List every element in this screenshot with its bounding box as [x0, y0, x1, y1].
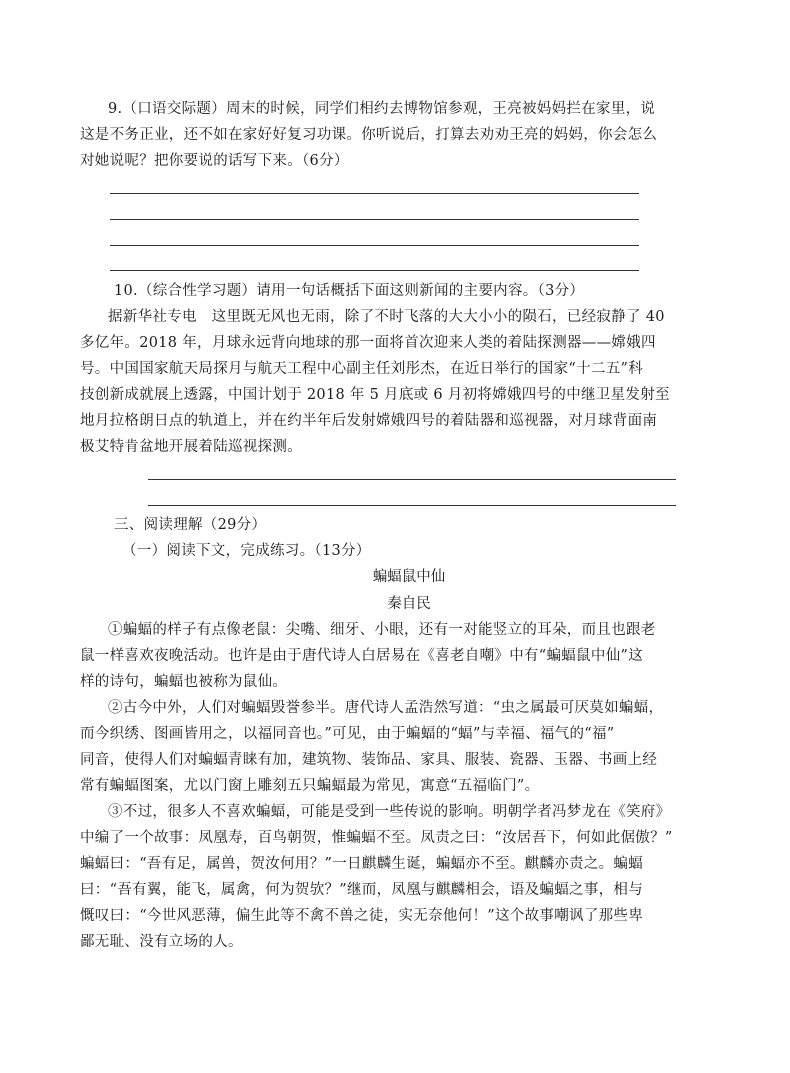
q10-news-line-3: 号。中国国家航天局探月与航天工程中心副主任刘彤杰，在近日举行的国家“十二五”科 [80, 361, 644, 377]
article-line-4: ②古今中外，人们对蝙蝠毁誉参半。唐代诗人孟浩然写道：“虫之属最可厌莫如蝙蝠， [108, 700, 664, 716]
article-author: 秦自民 [387, 596, 431, 612]
q10-answer-line-1[interactable] [148, 479, 676, 480]
q10-news-line-4: 技创新成就展上透露，中国计划于 2018 年 5 月底或 6 月初将嫦娥四号的中继卫星发射至 [80, 387, 670, 403]
article-line-6: 同音，使得人们对蝙蝠青睐有加，建筑物、装饰品、家具、服装、瓷器、玉器、书画上经 [80, 752, 658, 768]
article-title: 蝙蝠鼠中仙 [372, 569, 446, 585]
q10-answer-line-2[interactable] [148, 505, 676, 506]
article-line-10: 蝙蝠曰：“吾有足，属兽，贺汝何用？”一日麒麟生诞，蝙蝠亦不至。麒麟亦责之。蝙蝠 [80, 856, 644, 872]
q9-answer-line-4[interactable] [110, 270, 639, 271]
q10-news-line-5: 地月拉格朗日点的轨道上，并在约半年后发射嫦娥四号的着陆器和巡视器，对月球背面南 [80, 413, 658, 429]
q9-answer-line-1[interactable] [110, 193, 639, 194]
q10-news-line-2: 多亿年。2018 年，月球永远背向地球的那一面将首次迎来人类的着陆探测器——嫦娥四 [80, 335, 656, 351]
q9-line-1: 9.（口语交际题）周末的时候，同学们相约去博物馆参观，王亮被妈妈拦在家里，说 [108, 101, 656, 117]
q9-answer-line-3[interactable] [110, 245, 639, 246]
section3-subheading: （一）阅读下文，完成练习。（13分） [122, 543, 371, 559]
q9-line-3: 对她说呢？把你要说的话写下来。（6分） [80, 153, 349, 169]
q9-answer-line-2[interactable] [110, 219, 639, 220]
article-line-8: ③不过，很多人不喜欢蝙蝠，可能是受到一些传说的影响。明朝学者冯梦龙在《笑府》 [108, 804, 671, 820]
article-line-13: 鄙无耻、没有立场的人。 [80, 934, 243, 950]
q10-news-line-1: 据新华社专电 这里既无风也无雨，除了不时飞落的大大小小的陨石，已经寂静了 40 [108, 309, 665, 325]
article-line-5: 而今织绣、图画皆用之，以福同音也。”可见，由于蝙蝠的“蝠”与幸福、福气的“福” [80, 726, 615, 742]
article-line-12: 慨叹曰：“今世风恶薄，偏生此等不禽不兽之徒，实无奈他何！”这个故事嘲讽了那些卑 [80, 908, 644, 924]
article-line-11: 曰：“吾有翼，能飞，属禽，何为贺欤？”继而，凤凰与麒麟相会，语及蝙蝠之事，相与 [80, 882, 644, 898]
q10-news-line-6: 极艾特肯盆地开展着陆巡视探测。 [80, 439, 302, 455]
q9-line-2: 这是不务正业，还不如在家好好复习功课。你听说后，打算去劝劝王亮的妈妈，你会怎么 [80, 127, 658, 143]
article-line-9: 中编了一个故事：凤凰寿，百鸟朝贺，惟蝙蝠不至。凤责之曰：“汝居吾下，何如此倨傲？” [80, 830, 673, 846]
q10-title: 10.（综合性学习题）请用一句话概括下面这则新闻的主要内容。（3分） [114, 283, 585, 299]
article-line-3: 样的诗句，蝙蝠也被称为鼠仙。 [80, 674, 288, 690]
section3-heading: 三、阅读理解（29分） [114, 517, 267, 533]
article-line-7: 常有蝙蝠图案，尤以门窗上雕刻五只蝙蝠最为常见，寓意“五福临门”。 [80, 778, 540, 794]
article-line-1: ①蝙蝠的样子有点像老鼠：尖嘴、细牙、小眼，还有一对能竖立的耳朵，而且也跟老 [108, 622, 656, 638]
article-line-2: 鼠一样喜欢夜晚活动。也许是由于唐代诗人白居易在《喜老自嘲》中有“蝙蝠鼠中仙”这 [80, 648, 644, 664]
